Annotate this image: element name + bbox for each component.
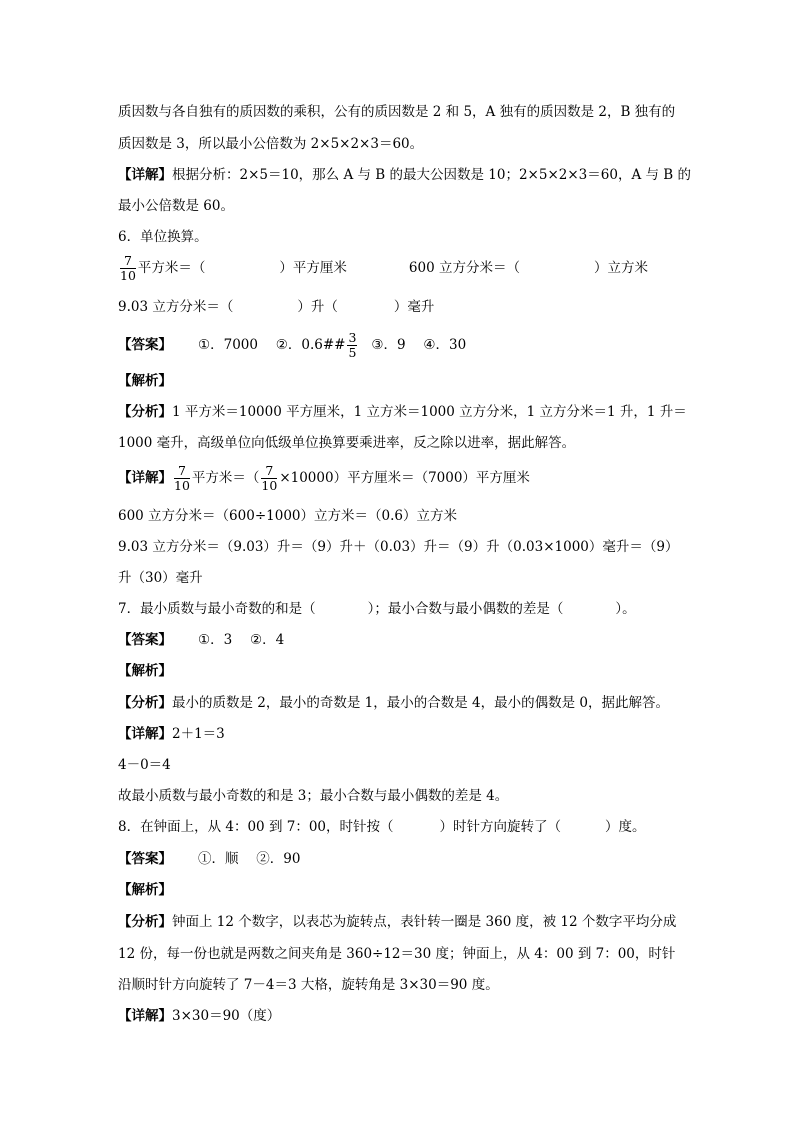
text-span: 钟面上 12 个数字，以表芯为旋转点，表针转一圈是 360 度，被 12 个数字平均分成 (172, 914, 677, 930)
text-line: 12 份，每一份也就是两数之间夹角是 360÷12＝30 度；钟面上，从 4：00 到 7：00，时针 (118, 946, 676, 962)
text-line: 沿顺时针方向旋转了 7－4＝3 大格，旋转角是 3×30＝90 度。 (118, 977, 499, 993)
text-span: ）；最小合数与最小偶数的差是（ (367, 601, 564, 617)
numerator: 7 (261, 464, 277, 479)
text-span: ）平方厘米 (279, 259, 347, 276)
jiexi-label: 【解析】 (118, 373, 172, 389)
question-6-title: 6．单位换算。 (118, 229, 208, 245)
xiangjie-label: 【详解】 (118, 167, 172, 183)
text-line (118, 916, 676, 930)
text-span: 平方米＝（ (137, 259, 206, 276)
fenxi-label: 【分析】 (118, 404, 172, 420)
answer-line (118, 331, 466, 360)
text-line: 升（30）毫升 (118, 570, 203, 586)
fenxi-label: 【分析】 (118, 914, 172, 930)
text-line: 质因数与各自独有的质因数的乘积，公有的质因数是 2 和 5，A 独有的质因数是 2，B 独有的 (118, 104, 676, 120)
text-span: 8．在钟面上，从 4：00 到 7：00，时针按（ (118, 819, 394, 835)
text-span: ①．顺 ②．90 (198, 851, 301, 867)
question-6-line-2 (118, 301, 434, 315)
denominator: 10 (120, 267, 136, 283)
text-line (118, 464, 530, 493)
text-span: ①．3 ②．4 (198, 632, 285, 648)
text-span: 600 立方分米＝（ (408, 259, 520, 276)
text-span: 根据分析：2×5＝10，那么 A 与 B 的最大公因数是 10；2×5×2×3＝60，A 与 B 的 (172, 167, 691, 183)
text-span: ）毫升 (393, 299, 435, 315)
fraction-seven-tenths (120, 254, 136, 283)
text-span: ）。 (615, 601, 636, 617)
numerator: 7 (174, 464, 190, 479)
answer-label: 【答案】 (118, 632, 172, 648)
fraction-three-fifths (347, 331, 357, 360)
denominator: 10 (174, 477, 190, 493)
text-line: 最小公倍数是 60。 (118, 198, 234, 214)
text-span: ）立方米 (593, 259, 648, 276)
text-span: 1 平方米＝10000 平方厘米，1 立方米＝1000 立方分米，1 立方分米＝1 升，1 升＝ (172, 404, 687, 420)
text-line: 质因数是 3，所以最小公倍数为 2×5×2×3＝60。 (118, 136, 424, 152)
answer-line (118, 853, 300, 867)
text-span: 7．最小质数与最小奇数的和是（ (118, 601, 316, 617)
text-line: 9.03 立方分米＝（9.03）升＝（9）升＋（0.03）升＝（9）升（0.03×1000）毫升＝（9） (118, 539, 679, 555)
jiexi-label: 【解析】 (118, 882, 172, 898)
answer-label: 【答案】 (118, 336, 172, 353)
text-span: 最小的质数是 2，最小的奇数是 1，最小的合数是 4，最小的偶数是 0，据此解答。 (172, 695, 670, 711)
numerator: 7 (120, 254, 136, 269)
text-line (118, 728, 225, 742)
text-line: 故最小质数与最小奇数的和是 3；最小合数与最小偶数的差是 4。 (118, 788, 509, 804)
answer-label: 【答案】 (118, 851, 172, 867)
xiangjie-label: 【详解】 (118, 726, 172, 742)
text-span: 2＋1＝3 (172, 726, 225, 742)
xiangjie-label: 【详解】 (118, 469, 172, 486)
question-6-line-1 (118, 254, 648, 283)
text-line: 1000 毫升，高级单位向低级单位换算要乘进率，反之除以进率，据此解答。 (118, 435, 576, 451)
text-span: ）度。 (605, 819, 646, 835)
fenxi-label: 【分析】 (118, 695, 172, 711)
text-span: 平方米＝（ (191, 469, 260, 486)
text-span: ①．7000 ②．0.6## (198, 336, 346, 353)
text-line (118, 697, 669, 711)
text-span: 9.03 立方分米＝（ (118, 299, 234, 315)
text-span: ③．9 ④．30 (371, 336, 467, 353)
fraction-seven-tenths (261, 464, 277, 493)
denominator: 5 (348, 344, 357, 360)
text-line (118, 406, 687, 420)
xiangjie-label: 【详解】 (118, 1008, 172, 1024)
text-line (118, 1010, 280, 1024)
jiexi-label: 【解析】 (118, 663, 172, 679)
numerator: 3 (348, 330, 357, 345)
fraction-seven-tenths (174, 464, 190, 493)
text-span: ）升（ (297, 299, 338, 315)
question-7 (118, 603, 636, 617)
text-line (118, 169, 691, 183)
answer-line (118, 634, 284, 648)
text-span: ）时针方向旋转了（ (439, 819, 561, 835)
text-line: 4－0＝4 (118, 757, 171, 773)
text-line: 600 立方分米＝（600÷1000）立方米＝（0.6）立方米 (118, 508, 457, 524)
text-span: 3×30＝90（度） (172, 1008, 281, 1024)
denominator: 10 (261, 477, 278, 493)
text-span: ×10000）平方厘米＝（7000）平方厘米 (279, 469, 530, 486)
question-8 (118, 821, 646, 835)
